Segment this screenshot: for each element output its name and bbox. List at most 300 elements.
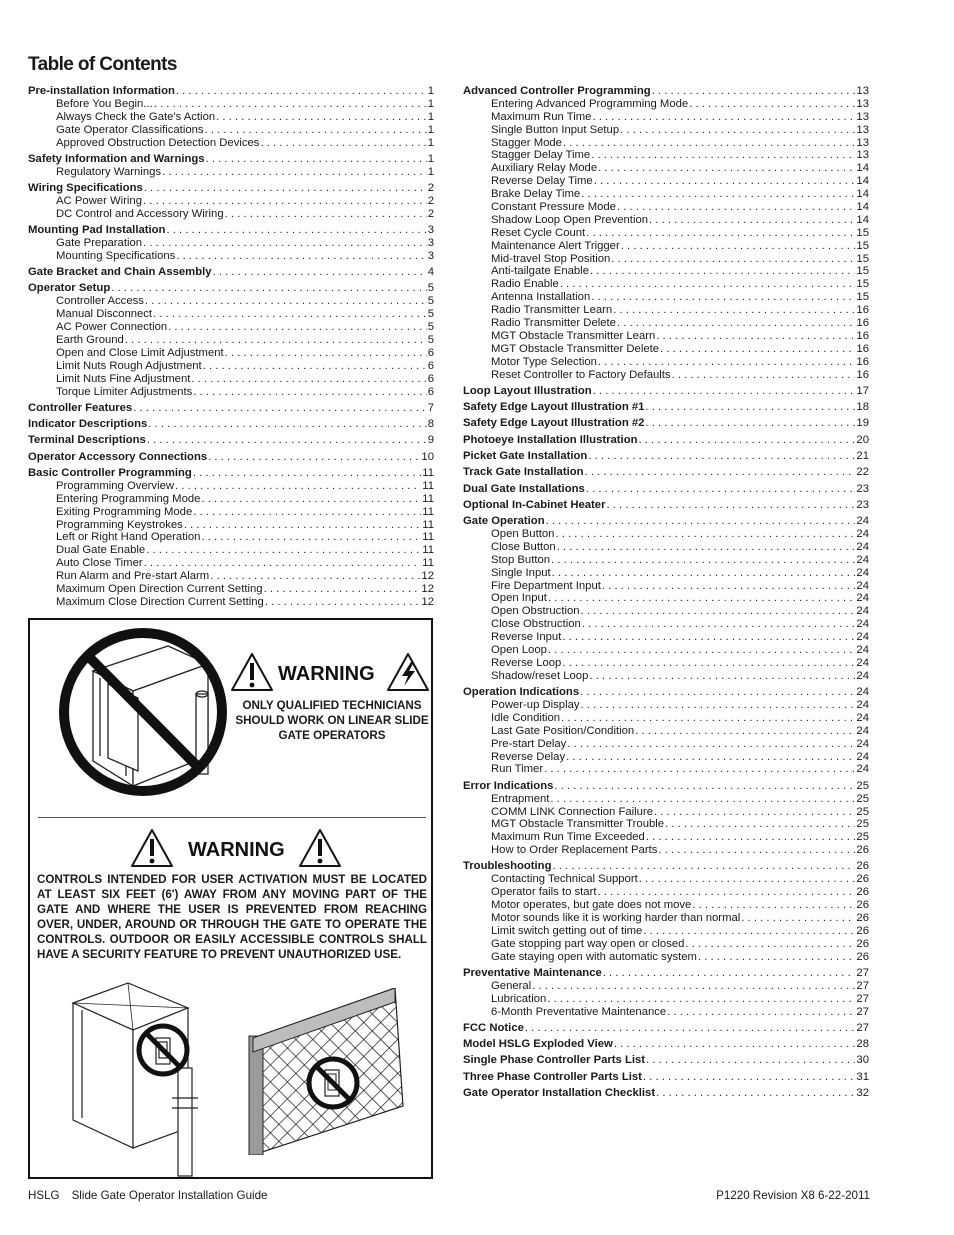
toc-entry-title: Manual Disconnect — [56, 308, 153, 321]
toc-section — [463, 483, 869, 496]
footer-left — [28, 1189, 268, 1202]
dot-leader — [144, 557, 422, 570]
toc-section — [28, 266, 434, 279]
toc-entry-page: 22 — [856, 466, 869, 479]
dot-leader — [133, 402, 426, 415]
toc-entry-page: 27 — [856, 1021, 869, 1034]
toc-heading-entry[interactable] — [463, 385, 869, 398]
dot-leader — [692, 899, 855, 912]
toc-subentry[interactable] — [28, 321, 434, 334]
toc-subentry[interactable] — [28, 98, 434, 111]
toc-heading-entry[interactable] — [28, 434, 434, 447]
toc-subentry[interactable] — [463, 188, 869, 201]
toc-subentry[interactable] — [463, 124, 869, 137]
toc-subentry[interactable] — [463, 631, 869, 644]
dot-leader — [144, 182, 427, 195]
dot-leader — [143, 195, 427, 208]
toc-subentry[interactable] — [28, 544, 434, 557]
toc-subentry[interactable] — [28, 570, 434, 583]
toc-subentry[interactable] — [28, 137, 434, 150]
toc-entry-title: Open Loop — [491, 644, 547, 657]
electric-shock-icon — [388, 654, 428, 690]
dot-leader — [585, 466, 856, 479]
toc-entry-title: Photoeye Installation Illustration — [463, 433, 638, 446]
toc-entry-title: Indicator Descriptions — [28, 418, 148, 431]
toc-entry-page: 16 — [856, 329, 869, 342]
toc-section — [463, 1087, 869, 1100]
toc-section — [28, 282, 434, 398]
toc-entry-page: 4 — [427, 266, 434, 279]
toc-heading-entry[interactable] — [28, 224, 434, 237]
dot-leader — [548, 592, 856, 605]
toc-heading-entry[interactable] — [463, 860, 869, 873]
dot-leader — [562, 657, 855, 670]
toc-subentry[interactable] — [463, 317, 869, 330]
toc-subentry[interactable] — [463, 712, 869, 725]
dot-leader — [544, 763, 855, 776]
toc-heading-entry[interactable] — [463, 686, 869, 699]
toc-subentry[interactable] — [463, 356, 869, 369]
toc-entry-title: Preventative Maintenance — [463, 966, 602, 979]
dot-leader — [145, 295, 427, 308]
toc-entry-title: Brake Delay Time — [491, 188, 581, 201]
toc-section — [463, 385, 869, 398]
dot-leader — [660, 343, 855, 356]
toc-entry-page: 24 — [856, 711, 869, 724]
toc-entry-title: Dual Gate Enable — [56, 544, 146, 557]
toc-entry-title: Optional In-Cabinet Heater — [463, 498, 606, 511]
toc-subentry[interactable] — [463, 162, 869, 175]
toc-subentry[interactable] — [463, 111, 869, 124]
toc-subentry[interactable] — [463, 763, 869, 776]
toc-heading-entry[interactable] — [463, 417, 869, 430]
toc-subentry[interactable] — [463, 980, 869, 993]
toc-entry-page: 15 — [856, 226, 869, 239]
toc-subentry[interactable] — [28, 386, 434, 399]
toc-entry-page: 11 — [422, 466, 434, 479]
dot-leader — [656, 330, 855, 343]
toc-subentry[interactable] — [463, 738, 869, 751]
toc-heading-entry[interactable] — [28, 402, 434, 415]
dot-leader — [656, 1087, 855, 1100]
dot-leader — [225, 208, 427, 221]
cabinet-control-prohibited-illustration — [68, 978, 238, 1178]
toc-entry-page: 14 — [856, 162, 869, 175]
dot-leader — [208, 451, 420, 464]
toc-subentry[interactable] — [28, 519, 434, 532]
toc-section — [28, 224, 434, 263]
toc-entry-title: Operator Accessory Connections — [28, 450, 208, 463]
toc-entry-page: 11 — [422, 518, 434, 531]
dot-leader — [210, 570, 420, 583]
toc-entry-page: 18 — [856, 401, 869, 414]
toc-entry-page: 11 — [422, 531, 434, 544]
toc-entry-page: 19 — [856, 417, 869, 430]
toc-entry-title: Operator Setup — [28, 282, 111, 295]
toc-entry-title: Open Obstruction — [491, 605, 580, 618]
warning-header-2 — [130, 826, 350, 870]
toc-subentry[interactable] — [463, 831, 869, 844]
toc-subentry[interactable] — [463, 175, 869, 188]
dot-leader — [147, 434, 427, 447]
toc-subentry[interactable] — [463, 369, 869, 382]
dot-leader — [652, 85, 856, 98]
toc-subentry[interactable] — [463, 873, 869, 886]
toc-subentry[interactable] — [463, 844, 869, 857]
toc-subentry[interactable] — [463, 793, 869, 806]
toc-heading-entry[interactable] — [463, 1087, 869, 1100]
dot-leader — [153, 308, 427, 321]
toc-entry-title: Track Gate Installation — [463, 466, 584, 479]
toc-heading-entry[interactable] — [28, 85, 434, 98]
toc-entry-page: 12 — [421, 582, 434, 595]
toc-entry-page: 24 — [856, 566, 869, 579]
dot-leader — [658, 844, 855, 857]
toc-entry-page: 24 — [856, 579, 869, 592]
dot-leader — [552, 860, 855, 873]
toc-entry-title: Last Gate Position/Condition — [491, 724, 635, 737]
toc-heading-entry[interactable] — [463, 780, 869, 793]
toc-entry-title: Operator fails to start — [491, 886, 597, 899]
dot-leader — [598, 162, 855, 175]
toc-entry-title: Lubrication — [491, 992, 547, 1005]
toc-subentry[interactable] — [28, 111, 434, 124]
dot-leader — [667, 1006, 855, 1019]
toc-entry-title: Auto Close Timer — [56, 557, 143, 570]
dot-leader — [620, 124, 855, 137]
toc-heading-entry[interactable] — [463, 515, 869, 528]
toc-entry-title: Close Button — [491, 540, 556, 553]
toc-entry-title: Fire Department Input — [491, 579, 601, 592]
toc-entry-page: 24 — [856, 724, 869, 737]
toc-entry-page: 2 — [427, 182, 434, 195]
toc-entry-title: Radio Transmitter Delete — [491, 317, 616, 330]
toc-subentry[interactable] — [463, 818, 869, 831]
toc-entry-page: 5 — [427, 282, 434, 295]
toc-subentry[interactable] — [28, 208, 434, 221]
toc-entry-title: Troubleshooting — [463, 860, 552, 873]
toc-heading-entry[interactable] — [28, 266, 434, 279]
dot-leader — [193, 506, 421, 519]
dot-leader — [617, 201, 855, 214]
toc-subentry[interactable] — [463, 343, 869, 356]
toc-entry-page: 16 — [856, 368, 869, 381]
toc-heading-entry[interactable] — [463, 499, 869, 512]
toc-entry-title: Antenna Installation — [491, 291, 591, 304]
toc-entry-page: 13 — [856, 110, 869, 123]
toc-subentry[interactable] — [463, 725, 869, 738]
dot-leader — [561, 712, 855, 725]
toc-heading-entry[interactable] — [463, 450, 869, 463]
toc-subentry[interactable] — [463, 657, 869, 670]
toc-section — [463, 686, 869, 776]
toc-entry-title: Single Input — [491, 566, 551, 579]
toc-entry-page: 23 — [856, 498, 869, 511]
toc-subentry[interactable] — [463, 554, 869, 567]
toc-entry-page: 26 — [856, 844, 869, 857]
dot-leader — [590, 265, 855, 278]
toc-heading-entry[interactable] — [28, 467, 434, 480]
toc-entry-title: Mid-travel Stop Position — [491, 252, 611, 265]
toc-entry-page: 15 — [856, 252, 869, 265]
toc-entry-page: 15 — [856, 239, 869, 252]
toc-entry-title: Limit Nuts Fine Adjustment — [56, 372, 191, 385]
toc-heading-entry[interactable] — [463, 1038, 869, 1051]
dot-leader — [216, 111, 427, 124]
toc-subentry[interactable] — [463, 330, 869, 343]
toc-heading-entry[interactable] — [463, 85, 869, 98]
dot-leader — [581, 699, 856, 712]
toc-entry-page: 24 — [856, 528, 869, 541]
toc-subentry[interactable] — [463, 227, 869, 240]
toc-entry-title: Entering Programming Mode — [56, 492, 201, 505]
toc-entry-title: Shadow Loop Open Prevention — [491, 213, 649, 226]
toc-entry-page: 14 — [856, 201, 869, 214]
toc-entry-page: 27 — [856, 992, 869, 1005]
dot-leader — [581, 605, 856, 618]
toc-entry-page: 16 — [856, 342, 869, 355]
toc-subentry[interactable] — [28, 493, 434, 506]
toc-heading-entry[interactable] — [463, 401, 869, 414]
dot-leader — [582, 618, 856, 631]
toc-section — [28, 434, 434, 447]
dot-leader — [741, 912, 855, 925]
toc-entry-title: Idle Condition — [491, 711, 561, 724]
page-title: Table of Contents — [28, 54, 177, 75]
toc-subentry[interactable] — [28, 195, 434, 208]
toc-entry-page: 16 — [856, 355, 869, 368]
toc-subentry[interactable] — [463, 993, 869, 1006]
toc-subentry[interactable] — [463, 201, 869, 214]
toc-entry-page: 24 — [856, 698, 869, 711]
toc-subentry[interactable] — [463, 925, 869, 938]
dot-leader — [264, 583, 421, 596]
toc-heading-entry[interactable] — [28, 282, 434, 295]
warning-text-1: ONLY QUALIFIED TECHNICIANS SHOULD WORK ON LINEAR SLIDE GATE OPERATORS — [235, 699, 429, 742]
dot-leader — [606, 499, 855, 512]
toc-entry-page: 25 — [856, 779, 869, 792]
dot-leader — [111, 282, 426, 295]
toc-subentry[interactable] — [28, 373, 434, 386]
dot-leader — [597, 886, 855, 899]
dot-leader — [225, 347, 427, 360]
dot-leader — [592, 111, 855, 124]
toc-entry-title: Mounting Specifications — [56, 249, 176, 262]
toc-entry-title: General — [491, 979, 532, 992]
toc-subentry[interactable] — [463, 886, 869, 899]
toc-subentry[interactable] — [28, 583, 434, 596]
toc-entry-page: 26 — [856, 860, 869, 873]
toc-subentry[interactable] — [463, 253, 869, 266]
dot-leader — [166, 224, 426, 237]
dot-leader — [580, 686, 855, 699]
toc-heading-entry[interactable] — [28, 418, 434, 431]
dot-leader — [206, 153, 427, 166]
exclamation-triangle-icon — [300, 830, 340, 866]
dot-leader — [213, 266, 427, 279]
toc-heading-entry[interactable] — [463, 1054, 869, 1067]
toc-subentry[interactable] — [463, 899, 869, 912]
toc-entry-page: 5 — [427, 321, 434, 334]
toc-subentry[interactable] — [463, 137, 869, 150]
toc-subentry[interactable] — [463, 149, 869, 162]
dot-leader — [654, 806, 855, 819]
toc-entry-title: Basic Controller Programming — [28, 466, 192, 479]
toc-subentry[interactable] — [463, 912, 869, 925]
toc-subentry[interactable] — [463, 1006, 869, 1019]
toc-subentry[interactable] — [28, 480, 434, 493]
toc-right-column — [463, 85, 869, 1100]
toc-subentry[interactable] — [463, 618, 869, 631]
toc-entry-title: Reset Controller to Factory Defaults — [491, 368, 671, 381]
toc-subentry[interactable] — [463, 580, 869, 593]
toc-subentry[interactable] — [28, 250, 434, 263]
toc-section — [463, 515, 869, 683]
toc-entry-page: 31 — [856, 1070, 869, 1083]
dot-leader — [566, 751, 855, 764]
toc-subentry[interactable] — [463, 98, 869, 111]
toc-entry-page: 2 — [427, 194, 434, 207]
toc-entry-page: 24 — [856, 515, 869, 528]
toc-subentry[interactable] — [463, 670, 869, 683]
toc-entry-title: Error Indications — [463, 779, 554, 792]
dot-leader — [567, 738, 855, 751]
toc-entry-title: Dual Gate Installations — [463, 482, 585, 495]
dot-leader — [563, 137, 855, 150]
toc-entry-title: COMM LINK Connection Failure — [491, 805, 653, 818]
toc-entry-page: 28 — [856, 1038, 869, 1051]
dot-leader — [581, 188, 855, 201]
toc-subentry[interactable] — [463, 567, 869, 580]
toc-entry-page: 15 — [856, 265, 869, 278]
toc-subentry[interactable] — [463, 304, 869, 317]
toc-entry-title: 6-Month Preventative Maintenance — [491, 1005, 667, 1018]
toc-entry-page: 27 — [856, 966, 869, 979]
toc-subentry[interactable] — [463, 265, 869, 278]
toc-entry-page: 27 — [856, 979, 869, 992]
toc-entry-title: Controller Access — [56, 295, 144, 308]
toc-heading-entry[interactable] — [463, 434, 869, 447]
toc-entry-title: Single Button Input Setup — [491, 123, 620, 136]
toc-subentry[interactable] — [463, 528, 869, 541]
toc-entry-page: 24 — [856, 618, 869, 631]
toc-entry-page: 9 — [427, 434, 434, 447]
toc-entry-title: Constant Pressure Mode — [491, 201, 616, 214]
dot-leader — [162, 166, 427, 179]
toc-subentry[interactable] — [463, 291, 869, 304]
toc-entry-page: 26 — [856, 912, 869, 925]
toc-section — [28, 85, 434, 149]
toc-subentry[interactable] — [463, 644, 869, 657]
toc-subentry[interactable] — [463, 938, 869, 951]
toc-subentry[interactable] — [28, 531, 434, 544]
toc-entry-title: Limit switch getting out of time — [491, 924, 643, 937]
dot-leader — [203, 360, 427, 373]
toc-entry-title: FCC Notice — [463, 1021, 524, 1034]
dot-leader — [613, 304, 855, 317]
toc-subentry[interactable] — [28, 237, 434, 250]
dot-leader — [201, 493, 421, 506]
dot-leader — [546, 515, 856, 528]
toc-subentry[interactable] — [28, 334, 434, 347]
toc-subentry[interactable] — [28, 557, 434, 570]
exclamation-triangle-icon — [232, 654, 272, 690]
toc-section — [463, 1071, 869, 1084]
toc-entry-title: Motor Type Selection — [491, 355, 597, 368]
toc-subentry[interactable] — [463, 240, 869, 253]
toc-subentry[interactable] — [463, 541, 869, 554]
toc-heading-entry[interactable] — [463, 466, 869, 479]
toc-heading-entry[interactable] — [463, 483, 869, 496]
toc-heading-entry[interactable] — [28, 153, 434, 166]
toc-entry-title: Maintenance Alert Trigger — [491, 239, 620, 252]
toc-heading-entry[interactable] — [463, 1022, 869, 1035]
footer-revision: P1220 Revision X8 6-22-2011 — [716, 1189, 870, 1202]
toc-entry-title: Open Button — [491, 528, 555, 541]
toc-entry-title: Stop Button — [491, 553, 551, 566]
toc-subentry[interactable] — [463, 806, 869, 819]
toc-entry-title: Exiting Programming Mode — [56, 505, 193, 518]
dot-leader — [191, 373, 426, 386]
toc-entry-page: 25 — [856, 792, 869, 805]
toc-section — [463, 401, 869, 414]
toc-entry-page: 14 — [856, 188, 869, 201]
toc-subentry[interactable] — [463, 605, 869, 618]
toc-heading-entry[interactable] — [463, 1071, 869, 1084]
footer-model: HSLG — [28, 1189, 60, 1202]
toc-entry-page: 26 — [856, 950, 869, 963]
toc-left-column — [28, 85, 434, 609]
toc-subentry[interactable] — [463, 699, 869, 712]
dot-leader — [621, 240, 856, 253]
dot-leader — [602, 580, 856, 593]
toc-subentry[interactable] — [28, 596, 434, 609]
dot-leader — [586, 227, 855, 240]
toc-entry-page: 24 — [856, 763, 869, 776]
toc-entry-title: Shadow/reset Loop — [491, 669, 589, 682]
toc-subentry[interactable] — [463, 592, 869, 605]
toc-entry-title: Terminal Descriptions — [28, 434, 146, 447]
toc-subentry[interactable] — [463, 278, 869, 291]
toc-subentry[interactable] — [463, 214, 869, 227]
toc-section — [28, 153, 434, 179]
toc-heading-entry[interactable] — [28, 182, 434, 195]
toc-subentry[interactable] — [463, 951, 869, 964]
toc-entry-page: 24 — [856, 592, 869, 605]
toc-entry-title: Reverse Delay Time — [491, 175, 593, 188]
toc-section — [463, 434, 869, 447]
toc-subentry[interactable] — [28, 166, 434, 179]
toc-entry-page: 25 — [856, 831, 869, 844]
toc-subentry[interactable] — [28, 360, 434, 373]
toc-section — [463, 967, 869, 1019]
toc-entry-title: Maximum Run Time — [491, 110, 592, 123]
toc-subentry[interactable] — [28, 347, 434, 360]
toc-heading-entry[interactable] — [463, 967, 869, 980]
toc-entry-title: Earth Ground — [56, 333, 124, 346]
toc-heading-entry[interactable] — [28, 451, 434, 464]
dot-leader — [525, 1022, 856, 1035]
toc-subentry[interactable] — [28, 308, 434, 321]
toc-entry-title: Picket Gate Installation — [463, 450, 588, 462]
toc-subentry[interactable] — [28, 295, 434, 308]
toc-subentry[interactable] — [463, 751, 869, 764]
toc-subentry[interactable] — [28, 124, 434, 137]
toc-subentry[interactable] — [28, 506, 434, 519]
dot-leader — [611, 253, 855, 266]
toc-entry-title: How to Order Replacement Parts — [491, 844, 658, 857]
toc-entry-page: 6 — [427, 346, 434, 359]
